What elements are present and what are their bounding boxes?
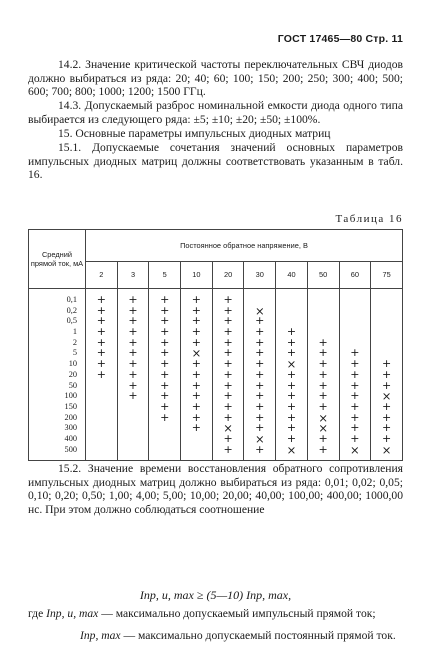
definition-2-symbol: Iпр, max bbox=[80, 629, 121, 642]
voltage-header: 10 bbox=[181, 261, 213, 288]
plus-mark: + bbox=[223, 378, 233, 392]
empty-mark bbox=[118, 423, 149, 434]
voltage-header: 30 bbox=[244, 261, 276, 288]
plus-mark: + bbox=[191, 303, 202, 317]
plus-mark: + bbox=[128, 346, 138, 360]
current-value: 2 bbox=[72, 337, 77, 347]
empty-mark bbox=[118, 402, 149, 413]
voltage-column bbox=[371, 289, 403, 461]
paragraph-14-2: 14.2. Значение критической частоты переключательных СВЧ диодов должно выбираться из ряда: 20; 40; 60; 100; 150; 200; 250; 300; 400; 500; 600; 700; 800; 1000; 1200; 1500 ГГц. bbox=[28, 58, 403, 99]
voltage-column bbox=[339, 289, 371, 461]
empty-mark bbox=[340, 327, 371, 338]
empty-mark bbox=[86, 434, 117, 445]
cross-mark: × bbox=[286, 357, 297, 372]
plus-mark: + bbox=[160, 389, 170, 403]
cross-mark: × bbox=[286, 442, 297, 457]
empty-mark bbox=[86, 402, 117, 413]
current-value: 300 bbox=[64, 423, 77, 433]
definition-2-text: — максимально допускаемый постоянный прямой ток. bbox=[123, 629, 396, 642]
voltage-header: 50 bbox=[307, 261, 339, 288]
voltage-column bbox=[212, 289, 244, 461]
plus-mark: + bbox=[160, 314, 170, 328]
current-value: 50 bbox=[68, 380, 77, 390]
empty-mark bbox=[308, 295, 339, 306]
plus-mark: + bbox=[318, 399, 328, 413]
plus-mark: + bbox=[318, 357, 328, 371]
plus-mark: + bbox=[286, 346, 297, 360]
plus-mark: + bbox=[223, 303, 233, 317]
empty-mark bbox=[371, 306, 402, 317]
empty-mark bbox=[149, 423, 180, 434]
cross-mark: × bbox=[318, 421, 328, 436]
empty-mark bbox=[149, 434, 180, 445]
current-column bbox=[29, 289, 86, 461]
plus-mark: + bbox=[286, 325, 297, 339]
col-group-header: Постоянное обратное напряжение, В bbox=[86, 230, 403, 262]
paragraph-15-1: 15.1. Допускаемые сочетания значений основных параметров импульсных диодных матриц должны соответствовать указанным в табл. 16. bbox=[28, 141, 403, 182]
plus-mark: + bbox=[160, 410, 170, 424]
formula: Iпр, и, max ≥ (5—10) Iпр, max, bbox=[139, 588, 292, 602]
plus-mark: + bbox=[318, 389, 328, 403]
plus-mark: + bbox=[96, 367, 106, 381]
plus-mark: + bbox=[223, 293, 233, 306]
plus-mark: + bbox=[350, 378, 360, 392]
plus-mark: + bbox=[255, 335, 265, 349]
plus-mark: + bbox=[223, 367, 233, 381]
paragraph-14-3: 14.3. Допускаемый разброс номинальной емкости диода одного типа выбирается из следующего ряда: ±5; ±10; ±20; ±50; ±100%. bbox=[28, 99, 403, 126]
plus-mark: + bbox=[223, 399, 233, 413]
plus-mark: + bbox=[128, 378, 138, 392]
plus-mark: + bbox=[350, 357, 360, 371]
plus-mark: + bbox=[350, 367, 360, 381]
empty-mark bbox=[181, 445, 212, 456]
plus-mark: + bbox=[381, 399, 392, 413]
plus-mark: + bbox=[350, 431, 360, 445]
voltage-header: 20 bbox=[212, 261, 244, 288]
plus-mark: + bbox=[223, 442, 233, 456]
plus-mark: + bbox=[191, 399, 202, 413]
plus-mark: + bbox=[381, 410, 392, 424]
plus-mark: + bbox=[286, 431, 297, 445]
voltage-header: 40 bbox=[276, 261, 308, 288]
voltage-header: 5 bbox=[149, 261, 181, 288]
plus-mark: + bbox=[350, 410, 360, 424]
definition-1-text: — максимально допускаемый импульсный прямой ток; bbox=[101, 607, 376, 620]
current-value: 0,1 bbox=[66, 295, 77, 304]
plus-mark: + bbox=[223, 335, 233, 349]
voltage-column bbox=[244, 289, 276, 461]
plus-mark: + bbox=[191, 293, 202, 306]
plus-mark: + bbox=[350, 346, 360, 360]
plus-mark: + bbox=[223, 389, 233, 403]
empty-mark bbox=[149, 445, 180, 456]
section-15-heading: 15. Основные параметры импульсных диодных матриц bbox=[58, 127, 331, 140]
plus-mark: + bbox=[381, 421, 392, 435]
plus-mark: + bbox=[160, 293, 170, 306]
current-value: 10 bbox=[68, 359, 77, 369]
voltage-column bbox=[276, 289, 308, 461]
plus-mark: + bbox=[128, 303, 138, 317]
cross-mark: × bbox=[223, 421, 233, 436]
plus-mark: + bbox=[96, 357, 106, 371]
empty-mark bbox=[118, 413, 149, 424]
current-value: 1 bbox=[72, 327, 77, 337]
plus-mark: + bbox=[191, 335, 202, 349]
plus-mark: + bbox=[318, 367, 328, 381]
plus-mark: + bbox=[255, 421, 265, 435]
current-value: 5 bbox=[72, 348, 77, 358]
plus-mark: + bbox=[160, 325, 170, 339]
plus-mark: + bbox=[128, 325, 138, 339]
plus-mark: + bbox=[381, 357, 392, 371]
plus-mark: + bbox=[191, 367, 202, 381]
plus-mark: + bbox=[318, 431, 328, 445]
plus-mark: + bbox=[255, 367, 265, 381]
definition-1-symbol: Iпр, и, max bbox=[46, 607, 99, 620]
plus-mark: + bbox=[191, 325, 202, 339]
empty-mark bbox=[276, 295, 307, 306]
cross-mark: × bbox=[254, 303, 265, 318]
cross-mark: × bbox=[350, 442, 360, 457]
cross-mark: × bbox=[381, 442, 392, 457]
current-value: 150 bbox=[64, 401, 77, 411]
voltage-header: 2 bbox=[86, 261, 118, 288]
plus-mark: + bbox=[381, 367, 392, 381]
plus-mark: + bbox=[160, 378, 170, 392]
plus-mark: + bbox=[255, 357, 265, 371]
current-value: 500 bbox=[64, 444, 77, 454]
plus-mark: + bbox=[128, 335, 138, 349]
plus-mark: + bbox=[160, 399, 170, 413]
row-header: Средний прямой ток, мА bbox=[29, 230, 86, 289]
voltage-column bbox=[307, 289, 339, 461]
plus-mark: + bbox=[255, 442, 265, 456]
cross-mark: × bbox=[191, 346, 202, 361]
plus-mark: + bbox=[223, 410, 233, 424]
plus-mark: + bbox=[128, 357, 138, 371]
plus-mark: + bbox=[128, 389, 138, 403]
voltage-column bbox=[181, 289, 213, 461]
plus-mark: + bbox=[223, 431, 233, 445]
plus-mark: + bbox=[96, 293, 106, 306]
definition-1-lead: где bbox=[28, 607, 44, 620]
plus-mark: + bbox=[96, 346, 106, 360]
definition-2 bbox=[28, 629, 403, 643]
cross-mark: × bbox=[254, 431, 265, 446]
plus-mark: + bbox=[286, 421, 297, 435]
plus-mark: + bbox=[255, 389, 265, 403]
plus-mark: + bbox=[160, 303, 170, 317]
current-value: 400 bbox=[64, 433, 77, 443]
plus-mark: + bbox=[96, 335, 106, 349]
empty-mark bbox=[371, 316, 402, 327]
plus-mark: + bbox=[255, 346, 265, 360]
voltage-header: 75 bbox=[371, 261, 403, 288]
empty-mark bbox=[118, 434, 149, 445]
plus-mark: + bbox=[223, 346, 233, 360]
plus-mark: + bbox=[96, 303, 106, 317]
voltage-column bbox=[117, 289, 149, 461]
current-value: 0,2 bbox=[66, 305, 77, 315]
empty-mark bbox=[276, 306, 307, 317]
plus-mark: + bbox=[286, 335, 297, 349]
plus-mark: + bbox=[286, 367, 297, 381]
empty-mark bbox=[86, 391, 117, 402]
plus-mark: + bbox=[128, 314, 138, 328]
empty-mark bbox=[308, 306, 339, 317]
voltage-header: 60 bbox=[339, 261, 371, 288]
plus-mark: + bbox=[96, 325, 106, 339]
plus-mark: + bbox=[160, 346, 170, 360]
plus-mark: + bbox=[286, 399, 297, 413]
empty-mark bbox=[371, 327, 402, 338]
plus-mark: + bbox=[160, 367, 170, 381]
empty-mark bbox=[340, 295, 371, 306]
empty-mark bbox=[86, 423, 117, 434]
plus-mark: + bbox=[255, 399, 265, 413]
plus-mark: + bbox=[318, 335, 328, 349]
empty-mark bbox=[371, 338, 402, 349]
current-value: 0,5 bbox=[66, 316, 77, 326]
empty-mark bbox=[86, 445, 117, 456]
empty-mark bbox=[86, 413, 117, 424]
plus-mark: + bbox=[381, 431, 392, 445]
plus-mark: + bbox=[350, 421, 360, 435]
current-value: 20 bbox=[68, 369, 77, 379]
plus-mark: + bbox=[191, 410, 202, 424]
plus-mark: + bbox=[191, 389, 202, 403]
empty-mark bbox=[181, 434, 212, 445]
cross-mark: × bbox=[318, 410, 328, 425]
voltage-column bbox=[149, 289, 181, 461]
cross-mark: × bbox=[381, 389, 392, 404]
plus-mark: + bbox=[318, 442, 328, 456]
table-16 bbox=[28, 229, 403, 461]
current-value: 100 bbox=[64, 391, 77, 401]
plus-mark: + bbox=[350, 399, 360, 413]
plus-mark: + bbox=[350, 389, 360, 403]
plus-mark: + bbox=[191, 421, 202, 435]
plus-mark: + bbox=[223, 357, 233, 371]
empty-mark bbox=[86, 381, 117, 392]
empty-mark bbox=[308, 316, 339, 327]
plus-mark: + bbox=[255, 314, 265, 328]
table-caption: Таблица 16 bbox=[335, 213, 403, 225]
plus-mark: + bbox=[160, 357, 170, 371]
plus-mark: + bbox=[191, 314, 202, 328]
current-value: 200 bbox=[64, 412, 77, 422]
plus-mark: + bbox=[255, 325, 265, 339]
plus-mark: + bbox=[96, 314, 106, 328]
plus-mark: + bbox=[191, 378, 202, 392]
plus-mark: + bbox=[286, 389, 297, 403]
plus-mark: + bbox=[191, 357, 202, 371]
plus-mark: + bbox=[128, 293, 138, 306]
plus-mark: + bbox=[255, 410, 265, 424]
plus-mark: + bbox=[223, 325, 233, 339]
page-header: ГОСТ 17465—80 Стр. 11 bbox=[277, 33, 403, 45]
empty-mark bbox=[340, 306, 371, 317]
plus-mark: + bbox=[223, 314, 233, 328]
definition-1 bbox=[28, 607, 403, 621]
plus-mark: + bbox=[318, 346, 328, 360]
paragraph-15-2: 15.2. Значение времени восстановления обратного сопротивления импульсных диодных матриц должно выбираться из ряда: 0,01; 0,02; 0,05; 0,10; 0,20; 0,50; 1,00; 4,00; 5,00; 10,00; 20,00; 40,00; 100,00; 400,00; 1000,00 нс. При этом должно соблюдаться соотношение bbox=[28, 462, 403, 516]
voltage-column bbox=[86, 289, 118, 461]
voltage-header: 3 bbox=[117, 261, 149, 288]
plus-mark: + bbox=[128, 367, 138, 381]
plus-mark: + bbox=[318, 378, 328, 392]
plus-mark: + bbox=[255, 378, 265, 392]
plus-mark: + bbox=[286, 410, 297, 424]
empty-mark bbox=[118, 445, 149, 456]
plus-mark: + bbox=[160, 335, 170, 349]
empty-mark bbox=[371, 295, 402, 306]
plus-mark: + bbox=[286, 378, 297, 392]
empty-mark bbox=[340, 316, 371, 327]
plus-mark: + bbox=[381, 378, 392, 392]
